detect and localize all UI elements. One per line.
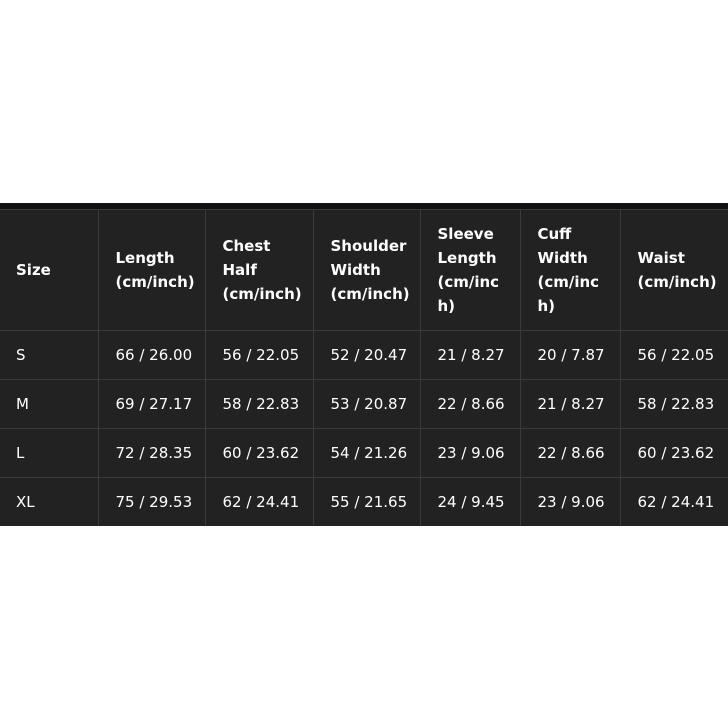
table-row: [0, 331, 728, 380]
cell-cuff-width: 20 / 7.87: [520, 331, 620, 380]
cell-length: 75 / 29.53: [98, 478, 205, 527]
cell-chest-half: 62 / 24.41: [205, 478, 313, 527]
cell-length: 66 / 26.00: [98, 331, 205, 380]
cell-size: S: [0, 331, 98, 380]
cell-size: L: [0, 429, 98, 478]
header-length: Length (cm/inch): [98, 210, 205, 331]
cell-waist: 58 / 22.83: [620, 380, 728, 429]
cell-cuff-width: 23 / 9.06: [520, 478, 620, 527]
cell-sleeve-length: 21 / 8.27: [420, 331, 520, 380]
table-row: [0, 478, 728, 527]
header-sleeve-length: Sleeve Length (cm/inc h): [420, 210, 520, 331]
cell-waist: 56 / 22.05: [620, 331, 728, 380]
header-row: [0, 210, 728, 331]
table-row: [0, 380, 728, 429]
cell-shoulder-width: 52 / 20.47: [313, 331, 420, 380]
header-shoulder-width: Shoulder Width (cm/inch): [313, 210, 420, 331]
header-chest-half: Chest Half (cm/inch): [205, 210, 313, 331]
header-cuff-width: Cuff Width (cm/inc h): [520, 210, 620, 331]
cell-size: XL: [0, 478, 98, 527]
cell-cuff-width: 22 / 8.66: [520, 429, 620, 478]
header-waist: Waist (cm/inch): [620, 210, 728, 331]
size-chart-table: [0, 209, 728, 526]
header-size: Size: [0, 210, 98, 331]
cell-shoulder-width: 53 / 20.87: [313, 380, 420, 429]
cell-waist: 62 / 24.41: [620, 478, 728, 527]
cell-shoulder-width: 54 / 21.26: [313, 429, 420, 478]
cell-sleeve-length: 22 / 8.66: [420, 380, 520, 429]
cell-length: 72 / 28.35: [98, 429, 205, 478]
cell-size: M: [0, 380, 98, 429]
cell-length: 69 / 27.17: [98, 380, 205, 429]
cell-sleeve-length: 23 / 9.06: [420, 429, 520, 478]
table-row: [0, 429, 728, 478]
cell-chest-half: 60 / 23.62: [205, 429, 313, 478]
cell-sleeve-length: 24 / 9.45: [420, 478, 520, 527]
cell-cuff-width: 21 / 8.27: [520, 380, 620, 429]
cell-chest-half: 56 / 22.05: [205, 331, 313, 380]
cell-chest-half: 58 / 22.83: [205, 380, 313, 429]
cell-waist: 60 / 23.62: [620, 429, 728, 478]
cell-shoulder-width: 55 / 21.65: [313, 478, 420, 527]
